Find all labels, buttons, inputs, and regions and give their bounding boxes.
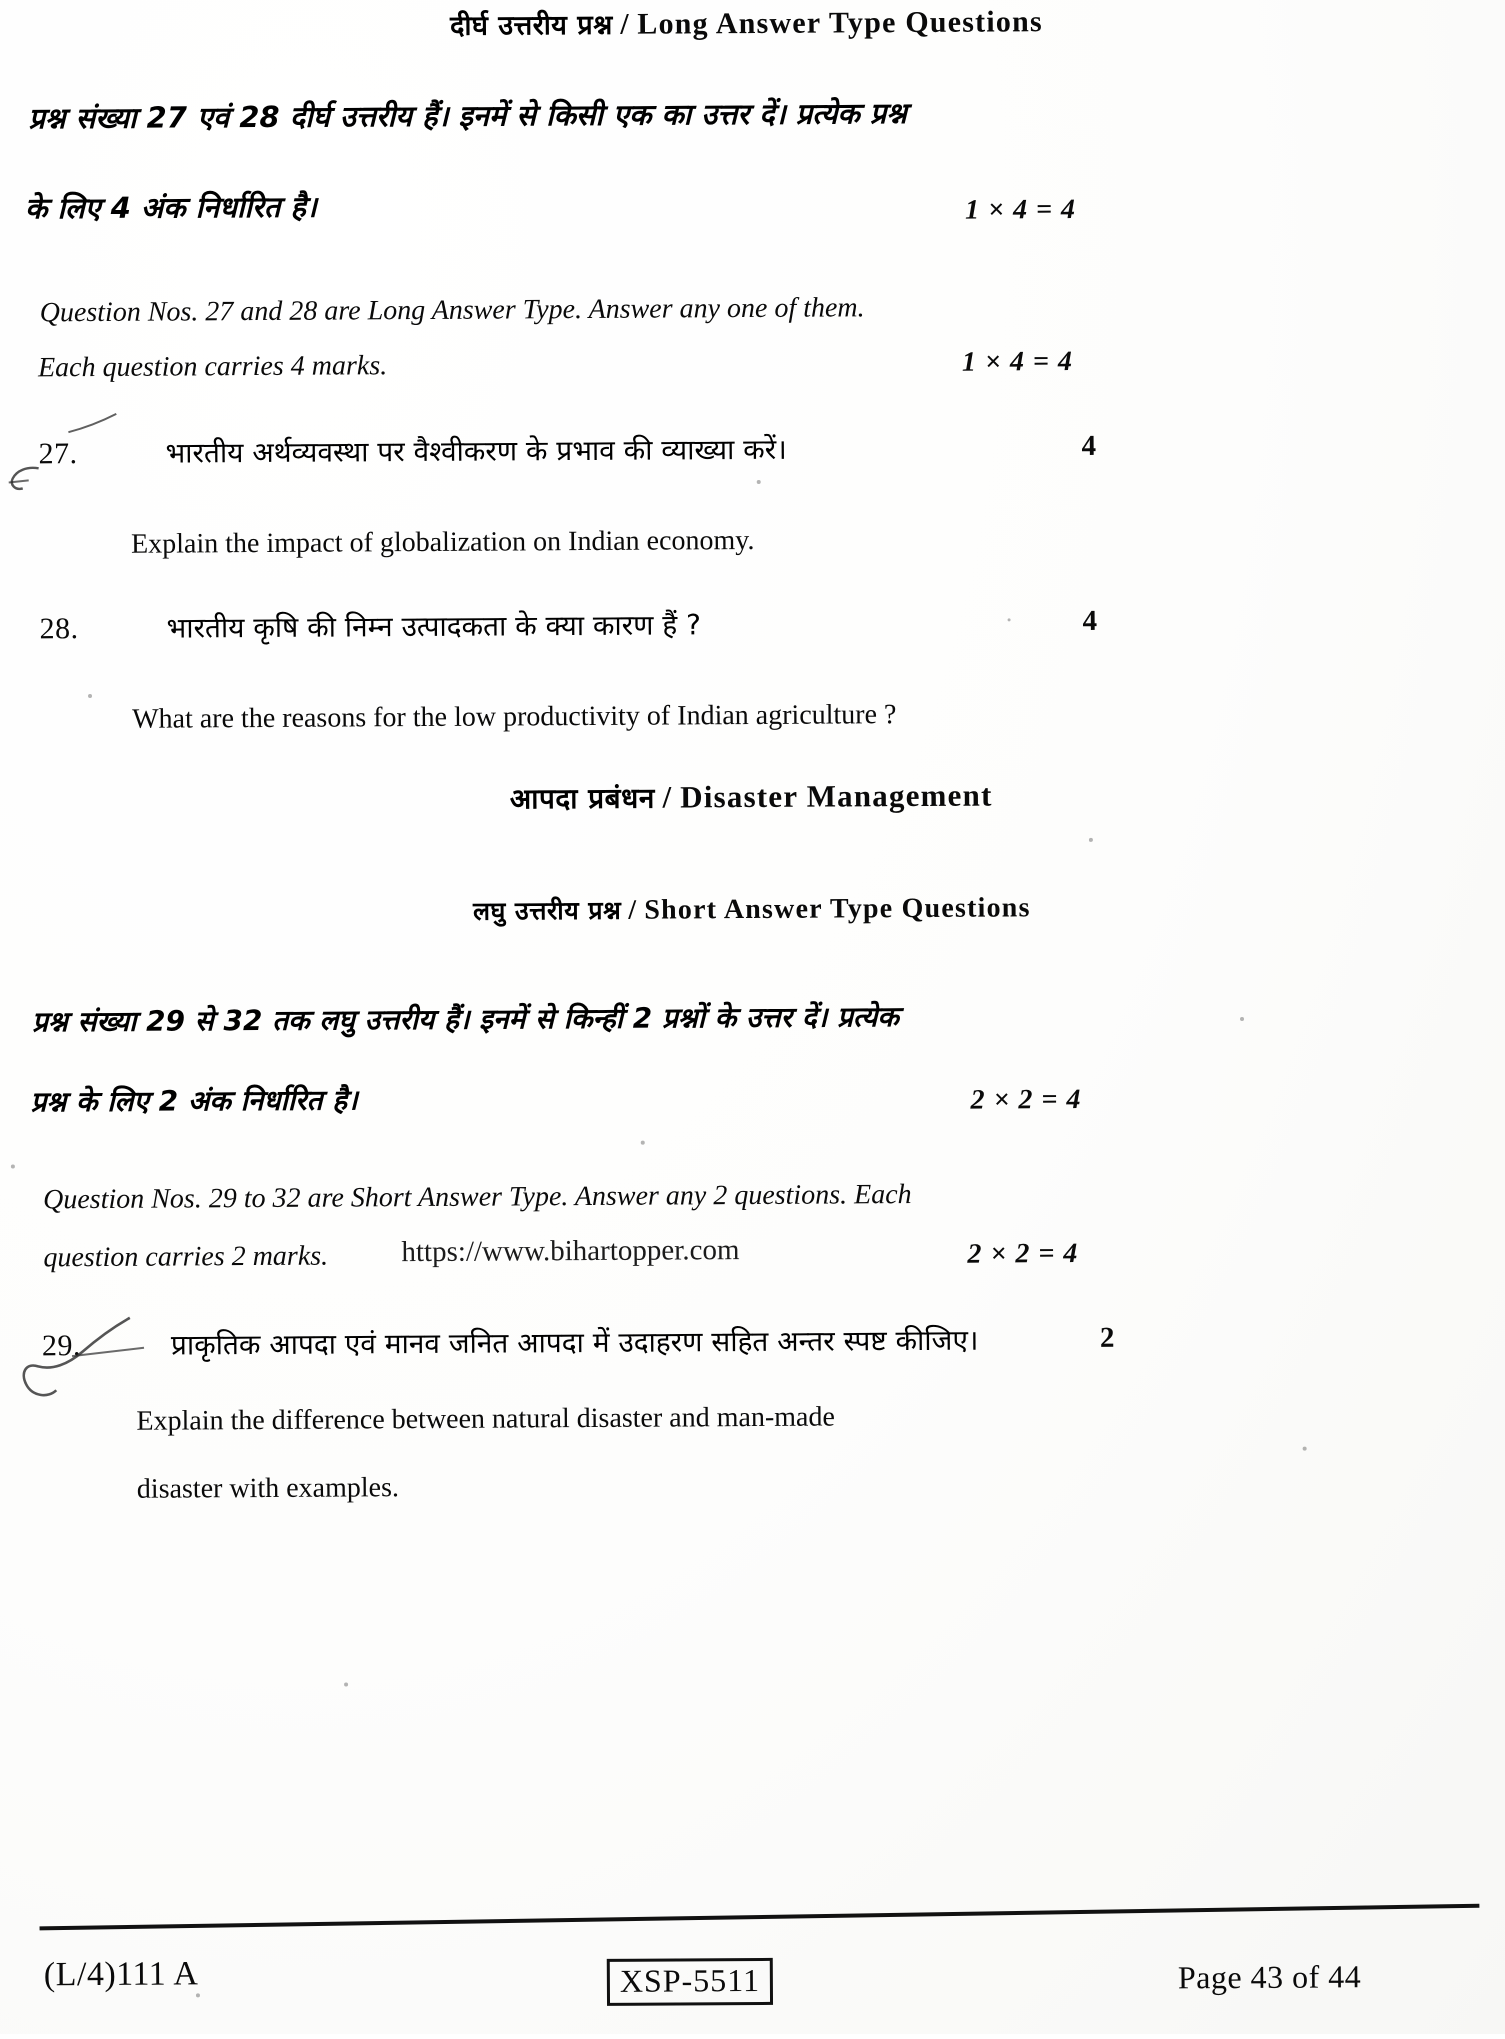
- question-item-27: [38, 430, 786, 473]
- instruction-short-english-line2: question carries 2 marks.: [43, 1240, 329, 1274]
- section-heading-short-separator: /: [628, 894, 638, 926]
- scan-speck: [1240, 1017, 1244, 1021]
- instruction-short-english-marks: 2 × 2 = 4: [967, 1238, 1079, 1270]
- question-text-29-hindi: प्राकृतिक आपदा एवं मानव जनित आपदा में उदाहरण सहित अन्तर स्पष्ट कीजिए।: [170, 1323, 979, 1362]
- scan-speck: [344, 1682, 348, 1686]
- scan-speck: [196, 1993, 200, 1997]
- footer-page-number: Page 43 of 44: [1177, 1958, 1362, 1996]
- question-marks-27: 4: [1081, 429, 1097, 462]
- question-text-29-english-line2: disaster with examples.: [136, 1472, 400, 1505]
- section-heading-disaster-separator: /: [662, 779, 673, 815]
- section-heading-disaster-management-english: Disaster Management: [680, 777, 993, 815]
- instruction-short-hindi-line2: प्रश्न के लिए 2 अंक निर्धारित है।: [30, 1083, 358, 1119]
- question-item-28: [39, 605, 701, 647]
- question-text-29-english-line1: Explain the difference between natural disaster and man-made: [136, 1401, 835, 1437]
- question-text-27-hindi: भारतीय अर्थव्यवस्था पर वैश्वीकरण के प्रभाव की व्याख्या करें।: [165, 432, 787, 470]
- scan-speck: [1089, 838, 1093, 842]
- question-number-29: 29.: [41, 1329, 82, 1363]
- instruction-long-hindi-marks: 1 × 4 = 4: [964, 194, 1077, 226]
- question-number-28: 28.: [39, 612, 79, 646]
- section-heading-long-answer-hindi: दीर्घ उत्तरीय प्रश्न: [449, 9, 613, 42]
- scan-speck: [757, 480, 761, 484]
- question-item-29: [42, 1321, 979, 1365]
- instruction-long-hindi-line2: के लिए 4 अंक निर्धारित है।: [24, 189, 317, 226]
- question-text-28-hindi: भारतीय कृषि की निम्न उत्पादकता के क्या कारण हैं ?: [166, 608, 702, 645]
- section-heading-long-answer-english: Long Answer Type Questions: [637, 5, 1043, 41]
- instruction-short-english-line1: Question Nos. 29 to 32 are Short Answer Type. Answer any 2 questions. Each: [43, 1179, 912, 1216]
- section-heading-disaster-management: [0, 773, 1504, 820]
- footer-paper-code: (L/4)111 A: [43, 1955, 199, 1994]
- instruction-long-hindi-line1: प्रश्न संख्या 27 एवं 28 दीर्घ उत्तरीय हैं। इनमें से किसी एक का उत्तर दें। प्रत्येक प्रश्न: [28, 96, 907, 136]
- section-heading-separator: /: [620, 7, 630, 41]
- section-heading-disaster-management-hindi: आपदा प्रबंधन: [509, 781, 655, 816]
- section-heading-short-answer-english: Short Answer Type Questions: [644, 892, 1031, 926]
- footer-subject-code-box: XSP-5511: [607, 1958, 773, 2006]
- scan-speck: [1008, 618, 1011, 621]
- question-marks-28: 4: [1082, 604, 1098, 637]
- scan-speck: [88, 694, 92, 698]
- section-heading-short-answer: [0, 887, 1504, 930]
- instruction-long-english-line2: Each question carries 4 marks.: [37, 350, 388, 384]
- section-heading-long-answer: [0, 0, 1499, 46]
- watermark-url: https://www.bihartopper.com: [401, 1234, 740, 1269]
- footer-divider-rule: [40, 1904, 1480, 1931]
- scan-speck: [641, 1141, 645, 1145]
- question-text-27-english: Explain the impact of globalization on Indian economy.: [131, 524, 755, 560]
- scan-speck: [11, 1165, 15, 1169]
- instruction-long-english-line1: Question Nos. 27 and 28 are Long Answer Type. Answer any one of them.: [39, 292, 865, 329]
- question-number-27: 27.: [38, 437, 78, 471]
- scan-speck: [1303, 1447, 1307, 1451]
- question-text-28-english: What are the reasons for the low productivity of Indian agriculture ?: [132, 699, 897, 735]
- instruction-short-hindi-marks: 2 × 2 = 4: [970, 1083, 1082, 1116]
- section-heading-short-answer-hindi: लघु उत्तरीय प्रश्न: [472, 895, 622, 926]
- instruction-short-hindi-line1: प्रश्न संख्या 29 से 32 तक लघु उत्तरीय हैं। इनमें से किन्हीं 2 प्रश्नों के उत्तर दें। प्रत्येक: [31, 1000, 899, 1039]
- question-marks-29: 2: [1099, 1321, 1115, 1354]
- instruction-long-english-marks: 1 × 4 = 4: [961, 346, 1074, 378]
